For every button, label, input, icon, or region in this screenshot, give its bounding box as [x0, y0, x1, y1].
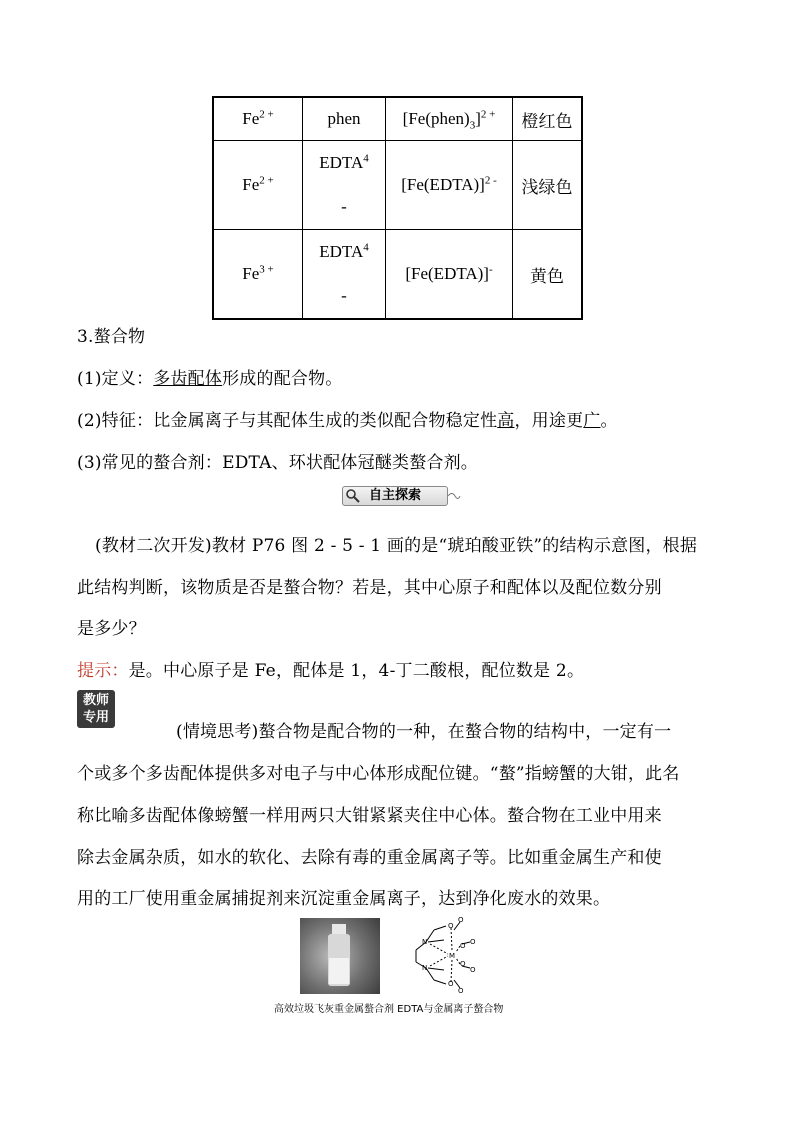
- ligand-cell: EDTA$^4$ -: [303, 230, 386, 320]
- section-heading: 3.螯合物: [77, 327, 146, 347]
- svg-text:O: O: [458, 916, 464, 924]
- ion-cell: $Fe^{2 +}$: [213, 97, 303, 141]
- complex-cell: [Fe(EDTA)]$^{2 -}$: [386, 141, 513, 230]
- bottle-icon: [300, 918, 380, 994]
- context-line-3: 称比喻多齿配体像螃蟹一样用两只大钳紧紧夹住中心体。螯合物在工业中用来: [77, 806, 662, 826]
- svg-text:O: O: [460, 960, 466, 968]
- edta-metal-chelate-structure: [404, 914, 484, 994]
- complex-cell: $[Fe(phen)_3]^{2 +}$: [386, 97, 513, 141]
- ligand-cell: phen: [303, 97, 386, 141]
- hint-label: 提示：: [77, 661, 129, 681]
- complex-cell: [Fe(EDTA)]-: [386, 230, 513, 320]
- figure-caption: 高效垃圾飞灰重金属螯合剂 EDTA与金属离子螯合物: [274, 1004, 504, 1015]
- explore-badge: 自主探索: [342, 486, 448, 506]
- chelating-agent-bottle-photo: [300, 918, 380, 994]
- chelating-agents-line: (3)常见的螯合剂：EDTA、环状配体冠醚类螯合剂。: [77, 453, 479, 473]
- svg-text:M: M: [449, 952, 456, 960]
- context-line-2: 个或多个多齿配体提供多对电子与中心体形成配位键。“螯”指螃蟹的大钳，此名: [77, 764, 680, 784]
- context-line-4: 除去金属杂质，如水的软化、去除有毒的重金属离子等。比如重金属生产和使: [77, 848, 662, 868]
- color-cell: 浅绿色: [513, 141, 583, 230]
- color-cell: 黄色: [513, 230, 583, 320]
- table-row: [213, 97, 582, 141]
- context-line-1: (情境思考)螯合物是配合物的一种，在螯合物的结构中，一定有一: [176, 722, 672, 742]
- color-cell: 橙红色: [513, 97, 583, 141]
- svg-text:O: O: [448, 922, 454, 930]
- complex-ion-table: [212, 96, 583, 320]
- table-row: [213, 141, 582, 230]
- question-line-2: 此结构判断，该物质是否是螯合物？若是，其中心原子和配体以及配位数分别: [77, 578, 662, 598]
- svg-text:O: O: [460, 942, 466, 950]
- magnifier-icon: [345, 488, 361, 504]
- definition-line: (1)定义：多齿配体形成的配合物。: [77, 369, 343, 389]
- decorative-swirl-icon: [447, 491, 461, 501]
- teacher-badge: 教师 专用: [77, 690, 115, 728]
- question-line-1: (教材二次开发)教材 P76 图 2 - 5 - 1 画的是“琥珀酸亚铁”的结构示意图，根据: [95, 536, 698, 556]
- svg-text:O: O: [470, 938, 476, 946]
- feature-line: (2)特征：比金属离子与其配体生成的类似配合物稳定性高，用途更广。: [77, 411, 618, 431]
- ion-cell: $Fe^{3 +}$: [213, 230, 303, 320]
- question-line-3: 是多少？: [77, 619, 146, 639]
- svg-text:N: N: [422, 938, 428, 946]
- context-line-5: 用的工厂使用重金属捕捉剂来沉淀重金属离子，达到净化废水的效果。: [77, 889, 611, 909]
- ion-cell: $Fe^{2 +}$: [213, 141, 303, 230]
- svg-text:O: O: [458, 987, 464, 994]
- hint-line: 提示：是。中心原子是 Fe，配体是 1，4-丁二酸根，配位数是 2。: [77, 661, 585, 681]
- ligand-cell: EDTA$^4$ -: [303, 141, 386, 230]
- svg-text:N: N: [422, 964, 428, 972]
- svg-text:O: O: [448, 980, 454, 988]
- svg-text:O: O: [470, 966, 476, 974]
- table-row: [213, 230, 582, 320]
